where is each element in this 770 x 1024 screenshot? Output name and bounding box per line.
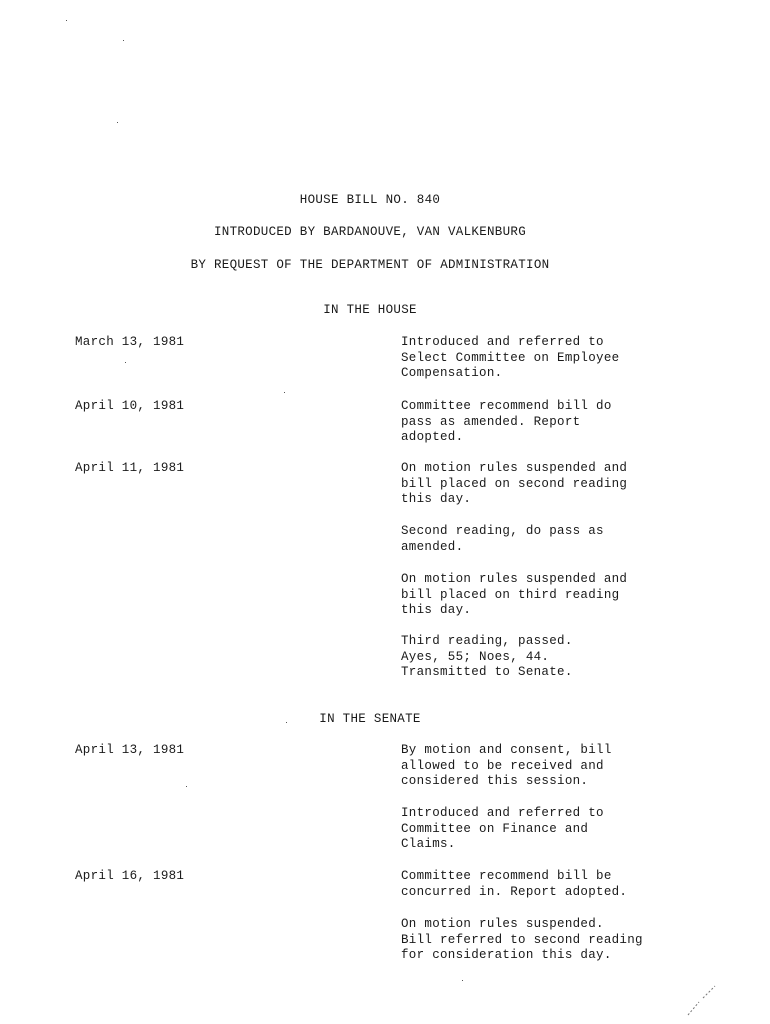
house-entry-action: Committee recommend bill do pass as amended. Report adopted. (401, 399, 612, 444)
bill-number: HOUSE BILL NO. 840 (299, 193, 441, 207)
senate-entry-action: Introduced and referred to Committee on Finance and Claims. (401, 806, 604, 851)
by-request-line: BY REQUEST OF THE DEPARTMENT OF ADMINISTRATION (190, 258, 550, 272)
house-entry-action: On motion rules suspended and bill placed on third reading this day. (401, 572, 628, 617)
scan-speck (462, 980, 463, 981)
scan-speck (125, 362, 126, 363)
house-entry-date: April 10, 1981 (75, 399, 185, 413)
house-entry-date: April 11, 1981 (75, 461, 185, 475)
scan-speck (123, 40, 124, 41)
senate-entry-date: April 13, 1981 (75, 743, 185, 757)
house-heading: IN THE HOUSE (323, 303, 417, 317)
house-entry-action: Second reading, do pass as amended. (401, 524, 604, 554)
senate-entry-action: Committee recommend bill be concurred in. Report adopted. (401, 869, 628, 899)
house-entry-action: On motion rules suspended and bill placed on second reading this day. (401, 461, 628, 506)
scan-speck (117, 122, 118, 123)
house-entry-action: Third reading, passed. Ayes, 55; Noes, 44. Transmitted to Senate. (401, 634, 573, 679)
senate-heading: IN THE SENATE (319, 712, 421, 726)
introduced-by: INTRODUCED BY BARDANOUVE, VAN VALKENBURG (213, 225, 527, 239)
house-entry-date: March 13, 1981 (75, 335, 185, 349)
scan-mark (685, 978, 725, 1018)
scan-speck (66, 20, 67, 21)
senate-entry-date: April 16, 1981 (75, 869, 185, 883)
scan-speck (186, 786, 187, 787)
senate-entry-action: By motion and consent, bill allowed to be received and considered this session. (401, 743, 612, 788)
house-entry-action: Introduced and referred to Select Committee on Employee Compensation. (401, 335, 620, 380)
senate-entry-action: On motion rules suspended. Bill referred to second reading for consideration this day. (401, 917, 643, 962)
scan-speck (286, 722, 287, 723)
scan-speck (284, 392, 285, 393)
